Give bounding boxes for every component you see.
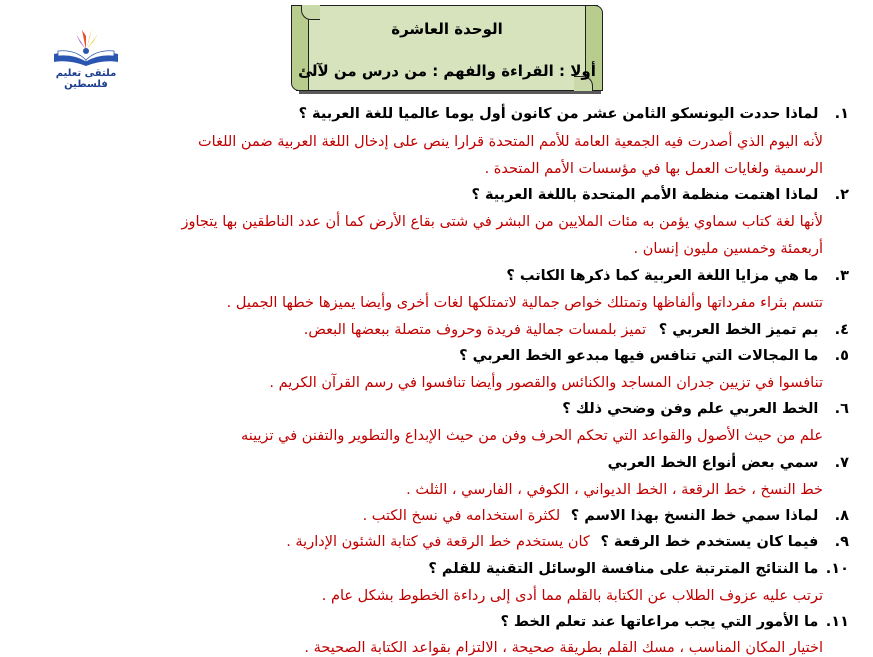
question-9: ٩. فيما كان يستخدم خط الرقعة ؟ كان يستخدم خط الرقعة في كتابة الشئون الإدارية . (286, 534, 849, 550)
answer-2-line-2: أربعمئة وخمسين مليون إنسان . (633, 241, 823, 257)
open-book-logo-icon (36, 22, 136, 68)
question-7: ٧. سمي بعض أنواع الخط العربي (607, 455, 849, 471)
question-6: ٦. الخط العربي علم وفن وضحي ذلك ؟ (562, 401, 849, 417)
question-11: ١١. ما الأمور التي يجب مراعاتها عند تعلم الخط ؟ (500, 614, 849, 630)
answer-4: تميز بلمسات جمالية فريدة وحروف متصلة ببعضها البعض. (303, 322, 647, 338)
answer-8: لكثرة استخدامه في نسخ الكتب . (362, 508, 561, 524)
answer-7: خط النسخ ، خط الرقعة ، الخط الديواني ، الكوفي ، الفارسي ، الثلث . (406, 482, 823, 498)
answer-1-line-1: لأنه اليوم الذي أصدرت فيه الجمعية العامة للأمم المتحدة قرارا ينص على إدخال اللغة العربية ضمن اللغات (198, 134, 823, 150)
answer-9: كان يستخدم خط الرقعة في كتابة الشئون الإدارية . (286, 534, 590, 550)
answer-3: تتسم بثراء مفرداتها وألفاظها وتمتلك خواص جمالية لاتمتلكها لغات أخرى وأيضا يميزها خطها الجميل . (226, 295, 823, 311)
question-4: ٤. بم تميز الخط العربي ؟ تميز بلمسات جمالية فريدة وحروف متصلة ببعضها البعض. (303, 322, 849, 338)
question-10: ١٠. ما النتائج المترتبة على منافسة الوسائل التقنية للقلم ؟ (428, 561, 849, 577)
logo-text: ملتقى تعليم فلسطين (55, 68, 117, 90)
title-banner (296, 5, 598, 91)
answer-1-line-2: الرسمية ولغايات العمل بها في مؤسسات الأمم المتحدة . (484, 161, 823, 177)
answer-6: علم من حيث الأصول والقواعد التي تحكم الحرف وفن من حيث الإبداع والتطوير والتفنن في تزيينه (240, 428, 823, 444)
question-8: ٨. لماذا سمي خط النسخ بهذا الاسم ؟ لكثرة استخدامه في نسخ الكتب . (362, 508, 849, 524)
site-logo (36, 22, 136, 92)
question-3: ٣. ما هي مزايا اللغة العربية كما ذكرها الكاتب ؟ (506, 268, 849, 284)
answer-10: ترتب عليه عزوف الطلاب عن الكتابة بالقلم مما أدى إلى رداءة الخطوط بشكل عام . (321, 588, 823, 604)
question-5: ٥. ما المجالات التي تنافس فيها مبدعو الخط العربي ؟ (459, 348, 849, 364)
unit-title: الوحدة العاشرة (391, 20, 503, 38)
lesson-title: أولا : القراءة والفهم : من درس من لآلئ (298, 62, 596, 80)
answer-2-line-1: لأنها لغة كتاب سماوي يؤمن به مئات الملايين من البشر في شتى بقاع الأرض كما أن عدد الناطقين بها يتجاوز (181, 214, 823, 230)
question-2: ٢. لماذا اهتمت منظمة الأمم المتحدة باللغة العربية ؟ (471, 187, 849, 203)
question-1: ١. لماذا حددت اليونسكو الثامن عشر من كانون أول يوما عالميا للغة العربية ؟ (298, 106, 849, 122)
answer-5: تنافسوا في تزيين جدران المساجد والكنائس والقصور وأيضا تنافسوا في رسم القرآن الكريم . (269, 375, 823, 391)
answer-11: اختيار المكان المناسب ، مسك القلم بطريقة صحيحة ، الالتزام بقواعد الكتابة الصحيحة . (304, 640, 823, 656)
